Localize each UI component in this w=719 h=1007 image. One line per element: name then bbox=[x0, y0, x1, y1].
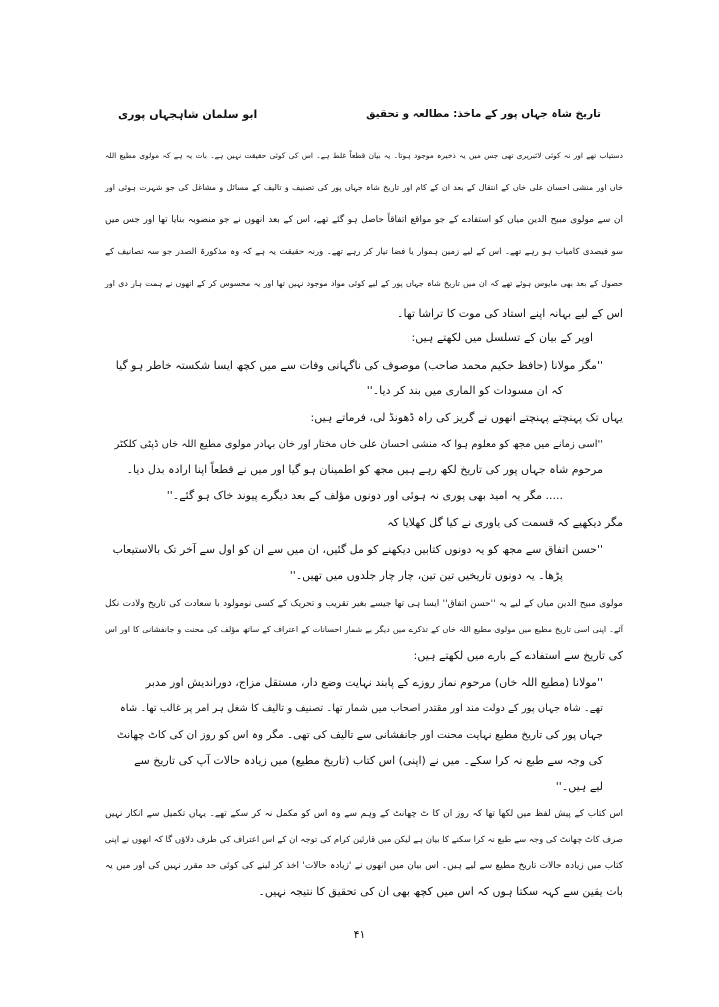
text-line: اس کتاب کے پیش لفظ میں لکھا تھا کہ روز ان کا ٹ چھانٹ کے وہم سے وہ اس کو مکمل نہ کر سکے تھے۔ یہاں تکمیل سے انکار نہیں bbox=[105, 809, 623, 819]
quote-line: ''مولانا (مطیع اللہ خاں) مرحوم نماز روزے کے پابند نہایت وضع دار، مستقل مزاج، دوراندیش اور مدبر bbox=[145, 676, 603, 689]
text-line: حصول کے بعد بھی مایوس ہوئے تھے کہ ان میں تاریخ شاہ جہاں پور کے لیے کوئی مواد موجود نہیں تھا اور یہ محسوس کر کے انھوں نے ہمت ہار دی اور bbox=[105, 279, 623, 288]
running-author: ابو سلمان شاہجہاں پوری bbox=[118, 108, 258, 121]
page-number: ۴۱ bbox=[353, 928, 366, 941]
quote-line: ''اسی زمانے میں مجھ کو معلوم ہوا کہ منشی احسان علی خاں مختار اور خان بہادر مولوی مطیع اللہ خاں ڈپٹی کلکٹر bbox=[114, 439, 603, 450]
text-line: کی تاریخ سے استفادے کے بارے میں لکھتے ہیں: bbox=[413, 649, 623, 662]
text-line: صرف کاٹ چھانٹ کی وجہ سے طبع نہ کرا سکنے کا بیان ہے لیکن میں قارئین کرام کی توجہ ان کے اس اعتراف کی طرف دلاؤں گا کہ انھوں نے اپنی bbox=[104, 835, 623, 845]
text-line: اوپر کے بیان کے تسلسل میں لکھتے ہیں: bbox=[411, 331, 593, 344]
text-line: مگر دیکھیے کہ قسمت کی یاوری نے کیا گل کھلایا کہ bbox=[387, 516, 623, 529]
text-line: آئے۔ اپنی اسی تاریخ مطیع میں مولوی مطیع اللہ خاں کے تذکرے میں دیگر بے شمار احسانات کے اعتراف کے ساتھ مؤلف کی محنت و جانفشانی کا اور اس bbox=[105, 625, 623, 634]
quote-line: کہ ان مسودات کو الماری میں بند کر دیا۔'' bbox=[366, 384, 563, 397]
running-title: تاریخ شاہ جہاں پور کے ماخذ: مطالعہ و تحقیق bbox=[366, 108, 601, 120]
quote-line: جہاں پور کی تاریخ مطیع نہایت محنت اور جانفشانی سے تالیف کی تھی۔ مگر وہ اس کو روز ان کی کاٹ چھانٹ bbox=[116, 729, 603, 741]
text-line: سو فیصدی کامیاب ہو رہے تھے۔ اس کے لیے زمین ہموار یا فضا تیار کر رہے تھے۔ ورنہ حقیقت یہ ہے کہ وہ مذکورۃ الصدر جو سہ تصانیف کے bbox=[105, 247, 623, 257]
quote-line: لیے ہیں۔'' bbox=[555, 780, 603, 793]
quote-line: ..... مگر یہ امید بھی پوری نہ ہوئی اور دونوں مؤلف کے بعد دیگرے پیوند خاک ہو گئے۔'' bbox=[166, 489, 563, 502]
text-line: بات یقین سے کہہ سکتا ہوں کہ اس میں کچھ بھی ان کی تحقیق کا نتیجہ نہیں۔ bbox=[258, 885, 623, 898]
quote-line: تھے۔ شاہ جہاں پور کے دولت مند اور مقتدر اصحاب میں شمار تھا۔ تصنیف و تالیف کا شغل ہر امر پر غالب تھا۔ شاہ bbox=[119, 703, 603, 714]
text-line: مولوی مبیح الدین میاں کے لیے یہ ''حسن اتفاق'' ایسا ہی تھا جیسے بغیر تقریب و تحریک کے کسی نومولود با سعادت کی تاریخ ولادت نکل bbox=[105, 599, 623, 609]
text-line: کتاب میں زیادہ حالات تاریخ مطیع سے لیے ہیں۔ اس بیان میں انھوں نے 'زیادہ حالات' اخذ کر لینے کی کوئی حد مقرر نہیں کی اور میں یہ bbox=[105, 861, 623, 871]
text-line: ان سے مولوی مبیح الدین میاں کو استفادے کے جو مواقع اتفاقاً حاصل ہو گئے تھے، اس کے بعد انھوں نے جو منصوبہ بنایا تھا اور جس میں bbox=[105, 215, 623, 225]
quote-line: پڑھا۔ یہ دونوں تاریخیں تین تین، چار چار جلدوں میں تھیں۔'' bbox=[289, 569, 563, 582]
quote-line: ''مگر مولانا (حافظ حکیم محمد صاحب) موصوف کی ناگہانی وفات سے میں کچھ ایسا شکستہ خاطر ہو گیا bbox=[115, 359, 603, 372]
text-line: یہاں تک پہنچتے پہنچتے انھوں نے گریز کی راہ ڈھونڈ لی، فرماتے ہیں: bbox=[310, 411, 623, 424]
text-line: دستیاب تھے اور نہ کوئی لائبریری تھی جس میں یہ ذخیرہ موجود ہوتا۔ یہ بیان قطعاً غلط ہے۔ اس کی کوئی حقیقت نہیں ہے۔ بات یہ ہے کہ مولوی مطیع اللہ bbox=[105, 151, 623, 160]
quote-line: مرحوم شاہ جہاں پور کی تاریخ لکھ رہے ہیں مجھ کو اطمینان ہو گیا اور میں نے قطعاً اپنا ارادہ بدل دیا۔ bbox=[126, 463, 603, 476]
quote-line: ''حسن اتفاق سے مجھ کو یہ دونوں کتابیں دیکھنے کو مل گئیں، ان میں سے ان کو اول سے آخر تک بالاستیعاب bbox=[112, 543, 603, 556]
text-line: خاں اور منشی احسان علی خاں کے انتقال کے بعد ان کے کام اور تاریخ شاہ جہاں پور کی تصنیف و تالیف کے مسائل و مشاغل کی جو شہرت ہوئی اور bbox=[105, 183, 623, 192]
text-line: اس کے لیے بہانہ اپنے استاد کی موت کا تراشا تھا۔ bbox=[397, 307, 623, 320]
quote-line: کی وجہ سے طبع نہ کرا سکے۔ میں نے (اپنی) اس کتاب (تاریخ مطیع) میں زیادہ حالات آپ کی تاریخ سے bbox=[134, 754, 603, 767]
